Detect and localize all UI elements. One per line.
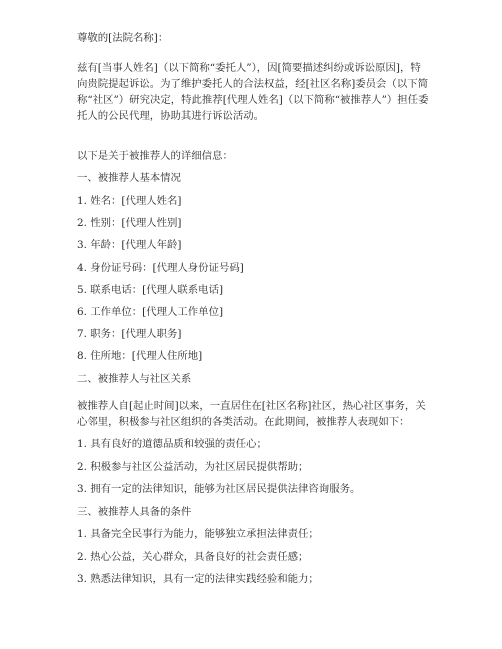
- list-item: 1. 姓名：[代理人姓名]: [77, 195, 182, 207]
- salutation: 尊敬的[法院名称]：: [77, 32, 169, 44]
- list-item: 1. 具有良好的道德品质和较强的责任心；: [77, 438, 267, 450]
- list-item: 4. 身份证号码：[代理人身份证号码]: [77, 262, 244, 274]
- section-heading-basic-info: 一、被推荐人基本情况: [77, 172, 181, 184]
- list-item: 5. 联系电话：[代理人联系电话]: [77, 284, 224, 296]
- list-item: 2. 积极参与社区公益活动，为社区居民提供帮助；: [77, 461, 309, 473]
- list-item: 8. 住所地：[代理人住所地]: [77, 350, 203, 362]
- list-item: 2. 热心公益，关心群众，具备良好的社会责任感；: [77, 551, 309, 563]
- intro-paragraph: 兹有[当事人姓名]（以下简称“委托人”），因[简要描述纠纷或诉讼原因]，特向贵院提起诉讼。为了维护委托人的合法权益，经[社区名称]委员会（以下简称“社区”）研究决定，特此推荐[代理人姓名]（以下简称“被推荐人”）担任委托人的公民代理，协助其进行诉讼活动。: [77, 62, 429, 122]
- section-heading-qualifications: 三、被推荐人具备的条件: [77, 506, 192, 518]
- list-item: 6. 工作单位：[代理人工作单位]: [77, 306, 224, 318]
- section-heading-community-relation: 二、被推荐人与社区关系: [77, 373, 192, 385]
- list-item: 2. 性别：[代理人性别]: [77, 217, 182, 229]
- list-item: 3. 拥有一定的法律知识，能够为社区居民提供法律咨询服务。: [77, 483, 361, 495]
- list-item: 1. 具备完全民事行为能力，能够独立承担法律责任；: [77, 528, 319, 540]
- details-intro: 以下是关于被推荐人的详细信息：: [77, 150, 233, 162]
- community-relation-paragraph: 被推荐人自[起止时间]以来，一直居住在[社区名称]社区，热心社区事务，关心邻里，积极参与社区组织的各类活动。在此期间，被推荐人表现如下：: [77, 400, 426, 428]
- list-item: 3. 熟悉法律知识，具有一定的法律实践经验和能力；: [77, 573, 319, 585]
- list-item: 7. 职务：[代理人职务]: [77, 328, 182, 340]
- list-item: 3. 年龄：[代理人年龄]: [77, 239, 182, 251]
